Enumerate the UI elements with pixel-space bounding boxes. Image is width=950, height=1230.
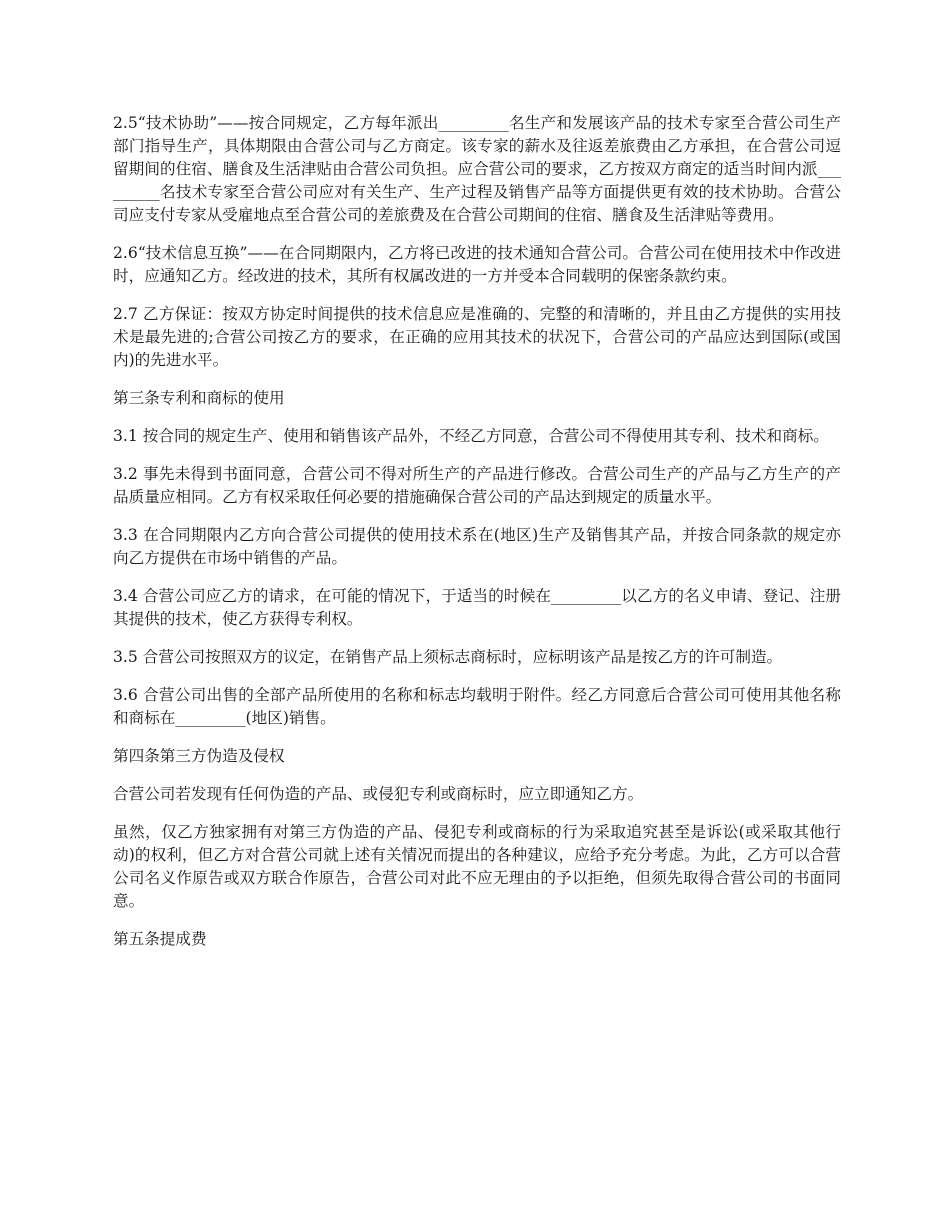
clause-2-5: 2.5“技术协助”——按合同规定，乙方每年派出_________名生产和发展该产品的技术专家至合营公司生产部门指导生产，具体期限由合营公司与乙方商定。该专家的薪水及往返差旅费由乙方承担，在合营公司逗留期间的住宿、膳食及生活津贴由合营公司负担。应合营公司的要求，乙方按双方商定的适当时间内派_________名技术专家至合营公司应对有关生产、生产过程及销售产品等方面提供更有效的技术协助。合营公司应支付专家从受雇地点至合营公司的差旅费及在合营公司期间的住宿、膳食及生活津贴等费用。 — [113, 114, 841, 224]
clause-2-6: 2.6“技术信息互换”——在合同期限内，乙方将已改进的技术通知合营公司。合营公司在使用技术中作改进时，应通知乙方。经改进的技术，其所有权属改进的一方并受本合同载明的保密条款约束。 — [113, 244, 841, 285]
document-page — [113, 112, 841, 966]
clause-3-3: 3.3 在合同期限内乙方向合营公司提供的使用技术系在(地区)生产及销售其产品，并按合同条款的规定亦向乙方提供在市场中销售的产品。 — [113, 526, 841, 567]
article-5-heading: 第五条提成费 — [113, 930, 207, 948]
article-4-heading: 第四条第三方伪造及侵权 — [113, 747, 285, 765]
clause-3-5: 3.5 合营公司按照双方的议定，在销售产品上须标志商标时，应标明该产品是按乙方的许可制造。 — [113, 648, 783, 666]
article-4-paragraph-2: 虽然，仅乙方独家拥有对第三方伪造的产品、侵犯专利或商标的行为采取追究甚至是诉讼(或采取其他行动)的权利，但乙方对合营公司就上述有关情况而提出的各种建议，应给予充分考虑。为此，乙方可以合营公司名义作原告或双方联合作原告，合营公司对此不应无理由的予以拒绝，但须先取得合营公司的书面同意。 — [113, 823, 841, 910]
clause-2-7: 2.7 乙方保证：按双方协定时间提供的技术信息应是准确的、完整的和清晰的，并且由乙方提供的实用技术是最先进的;合营公司按乙方的要求，在正确的应用其技术的状况下，合营公司的产品应达到国际(或国内)的先进水平。 — [113, 305, 841, 369]
clause-3-4: 3.4 合营公司应乙方的请求，在可能的情况下，于适当的时候在_________以乙方的名义申请、登记、注册其提供的技术，使乙方获得专利权。 — [113, 587, 841, 628]
article-3-heading: 第三条专利和商标的使用 — [113, 389, 285, 407]
clause-3-6: 3.6 合营公司出售的全部产品所使用的名称和标志均载明于附件。经乙方同意后合营公司可使用其他名称和商标在_________(地区)销售。 — [113, 686, 841, 727]
clause-3-1: 3.1 按合同的规定生产、使用和销售该产品外，不经乙方同意，合营公司不得使用其专利、技术和商标。 — [113, 427, 829, 445]
article-4-paragraph-1: 合营公司若发现有任何伪造的产品、或侵犯专利或商标时，应立即通知乙方。 — [113, 785, 644, 803]
clause-3-2: 3.2 事先未得到书面同意，合营公司不得对所生产的产品进行修改。合营公司生产的产品与乙方生产的产品质量应相同。乙方有权采取任何必要的措施确保合营公司的产品达到规定的质量水平。 — [113, 465, 841, 506]
